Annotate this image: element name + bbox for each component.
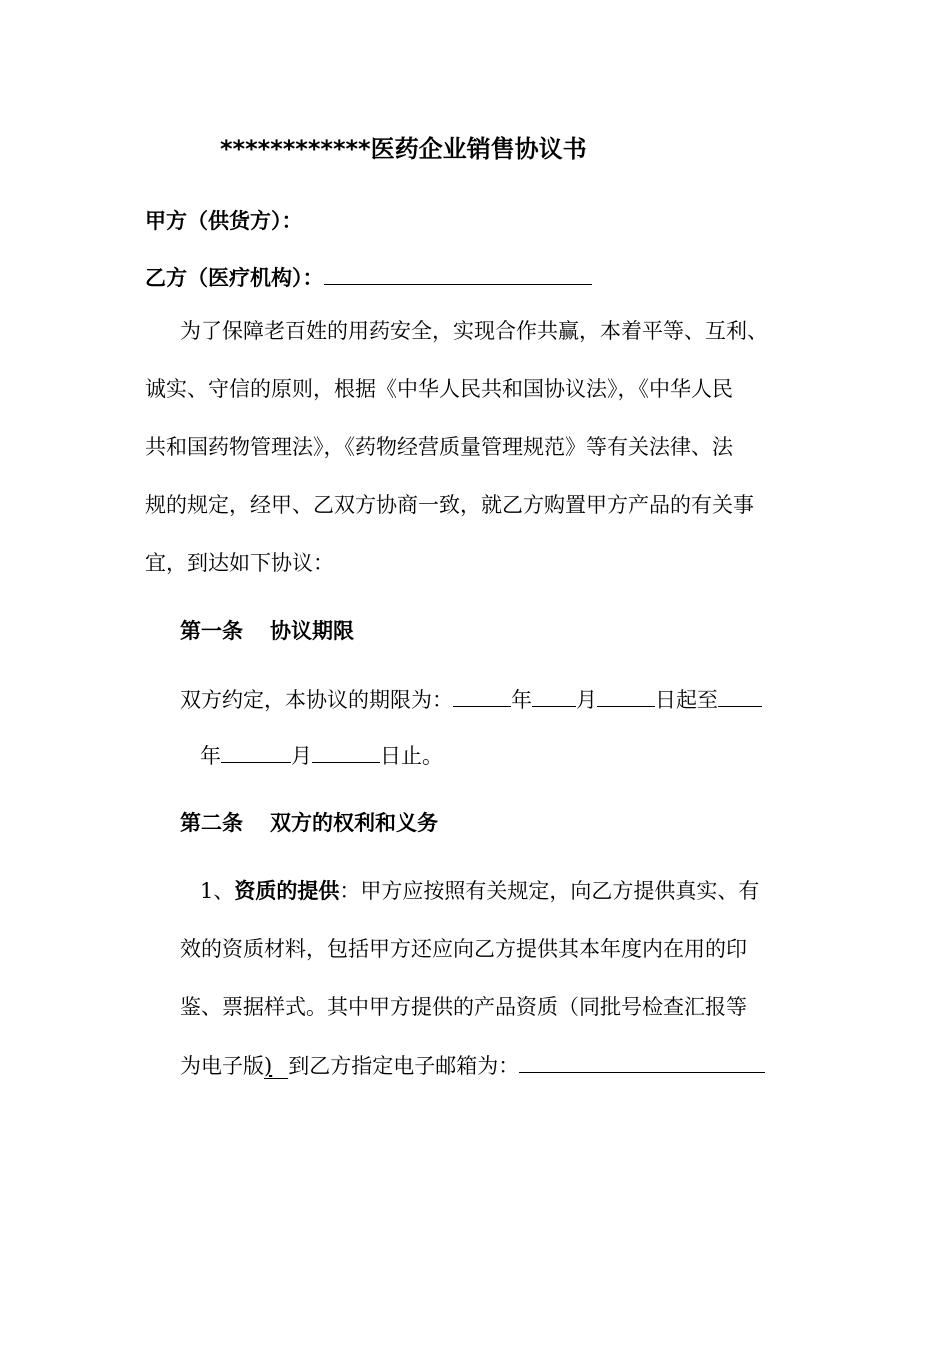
clause-1-line: 鉴、票据样式。其中甲方提供的产品资质（同批号检查汇报等 (180, 995, 747, 1019)
article-1-number: 第一条 (180, 619, 243, 643)
start-day-blank (597, 684, 655, 707)
preamble-line: 为了保障老百姓的用药安全，实现合作共赢，本着平等、互利、 (180, 319, 768, 343)
preamble-line: 宜，到达如下协议： (145, 551, 334, 575)
end-month-blank (221, 740, 291, 763)
start-month-label: 月 (576, 688, 597, 712)
clause-1-text-c: 到乙方指定电子邮箱为： (288, 1054, 520, 1078)
end-month-label: 月 (291, 744, 312, 768)
clause-1-line (200, 876, 759, 906)
email-blank (519, 1050, 765, 1073)
clause-1-line: 效的资质材料，包括甲方还应向乙方提供其本年度内在用的印 (180, 937, 747, 961)
clause-1-paren: ) (264, 1054, 288, 1079)
end-day-label: 日止。 (380, 744, 443, 768)
article-2-number: 第二条 (180, 811, 243, 835)
preamble-line: 规的规定，经甲、乙双方协商一致，就乙方购置甲方产品的有关事 (145, 493, 754, 517)
article-1-heading (180, 616, 354, 646)
start-month-blank (532, 684, 576, 707)
clause-1-heading: 资质的提供 (234, 879, 340, 903)
article-2-title: 双方的权利和义务 (270, 811, 438, 835)
party-b-line (145, 262, 592, 293)
party-b-blank (324, 262, 592, 285)
clause-1-colon: ： (339, 879, 361, 903)
clause-1-text-a: 为电子版 (180, 1054, 264, 1078)
term-line-1 (180, 684, 762, 715)
clause-1-text: 甲方应按照有关规定，向乙方提供真实、有 (360, 879, 760, 903)
party-a-label: 甲方（供货方）： (145, 209, 303, 233)
end-year-label: 年 (200, 744, 221, 768)
term-line-2 (200, 740, 443, 771)
preamble-line: 共和国药物管理法》，《药物经营质量管理规范》等有关法律、法 (145, 435, 733, 459)
clause-1-line (180, 1050, 765, 1081)
start-year-label: 年 (511, 688, 532, 712)
start-year-blank (453, 684, 511, 707)
preamble-line: 诚实、守信的原则，根据《中华人民共和国协议法》，《中华人民 (145, 377, 733, 401)
start-day-label: 日起至 (655, 688, 718, 712)
party-b-label: 乙方（医疗机构）： (145, 266, 324, 290)
end-day-blank (312, 740, 380, 763)
article-1-title: 协议期限 (270, 619, 354, 643)
end-year-blank (718, 684, 762, 707)
clause-1-number: 1、 (200, 879, 235, 903)
article-2-heading (180, 808, 438, 838)
term-prefix: 双方约定，本协议的期限为： (180, 688, 453, 712)
document-title: ************医药企业销售协议书 (220, 135, 587, 163)
